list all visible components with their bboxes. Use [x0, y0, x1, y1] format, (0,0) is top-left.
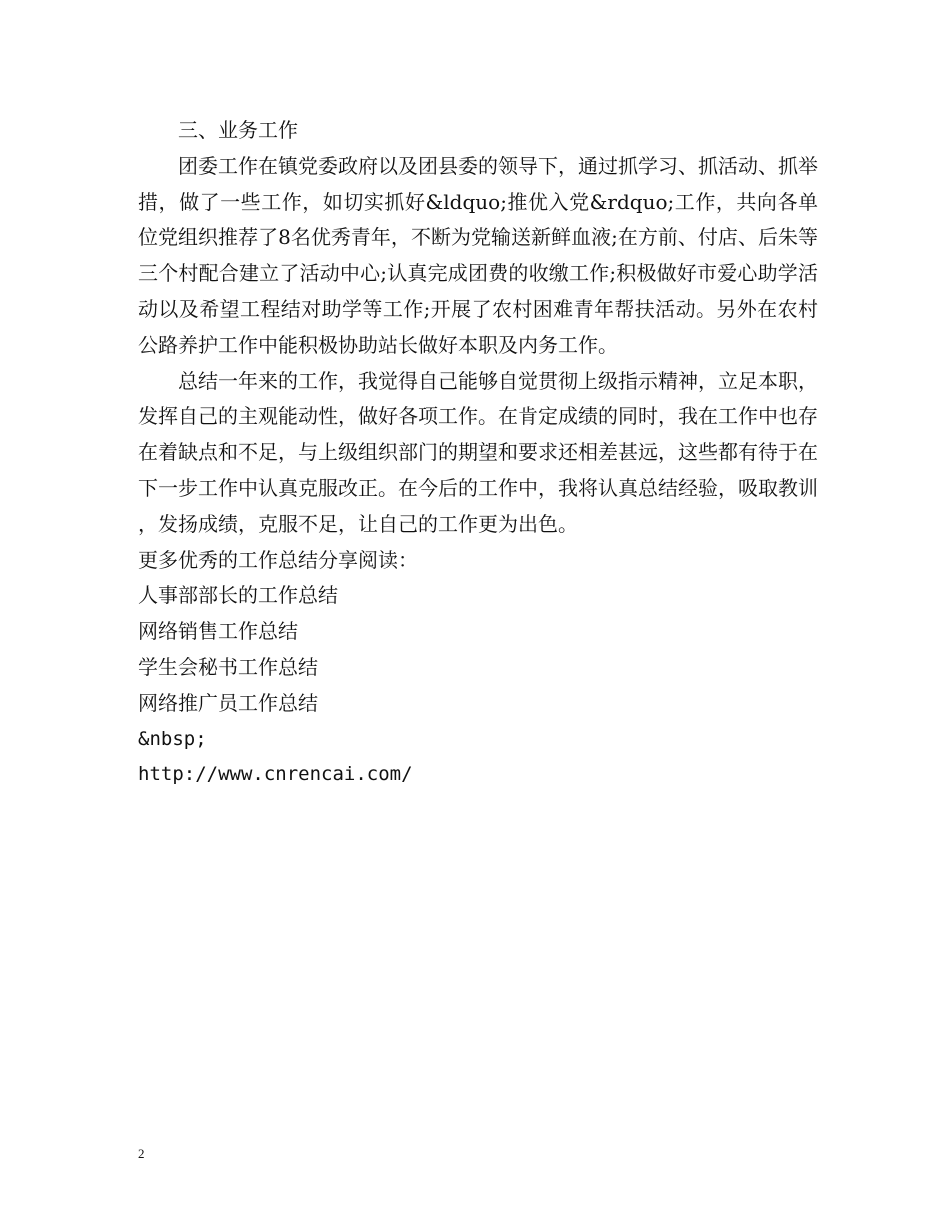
related-link-hr-minister[interactable]: 人事部部长的工作总结 — [138, 583, 338, 608]
page-number: 2 — [138, 1146, 145, 1161]
section-heading: 三、业务工作 — [178, 118, 298, 142]
nbsp-entity-text: &nbsp; — [138, 727, 207, 750]
related-link-online-promoter[interactable]: 网络推广员工作总结 — [138, 690, 318, 715]
paragraph-business-work: 团委工作在镇党委政府以及团县委的领导下，通过抓学习、抓活动、抓举措，做了一些工作，如切实抓好&ldquo;推优入党&rdquo;工作，共向各单位党组织推荐了8名优秀青年，不断为党输送新鲜血液;在方前、付店、后朱等三个村配合建立了活动中心;认真完成团费的收缴工作;积极做好市爱心助学活动以及希望工程结对助学等工作;开展了农村困难青年帮扶活动。另外在农村公路养护工作中能积极协助站长做好本职及内务工作。 — [138, 153, 818, 357]
more-reading-heading: 更多优秀的工作总结分享阅读： — [138, 547, 418, 572]
related-link-student-union-secretary[interactable]: 学生会秘书工作总结 — [138, 654, 318, 679]
paragraph-summary: 总结一年来的工作，我觉得自己能够自觉贯彻上级指示精神，立足本职，发挥自己的主观能动性，做好各项工作。在肯定成绩的同时，我在工作中也存在着缺点和不足，与上级组织部门的期望和要求还相差甚远，这些都有待于在下一步工作中认真克服改正。在今后的工作中，我将认真总结经验，吸取教训，发扬成绩，克服不足，让自己的工作更为出色。 — [138, 368, 818, 536]
document-body — [138, 113, 818, 793]
source-url[interactable]: http://www.cnrencai.com/ — [138, 763, 413, 786]
related-link-online-sales[interactable]: 网络销售工作总结 — [138, 619, 298, 644]
